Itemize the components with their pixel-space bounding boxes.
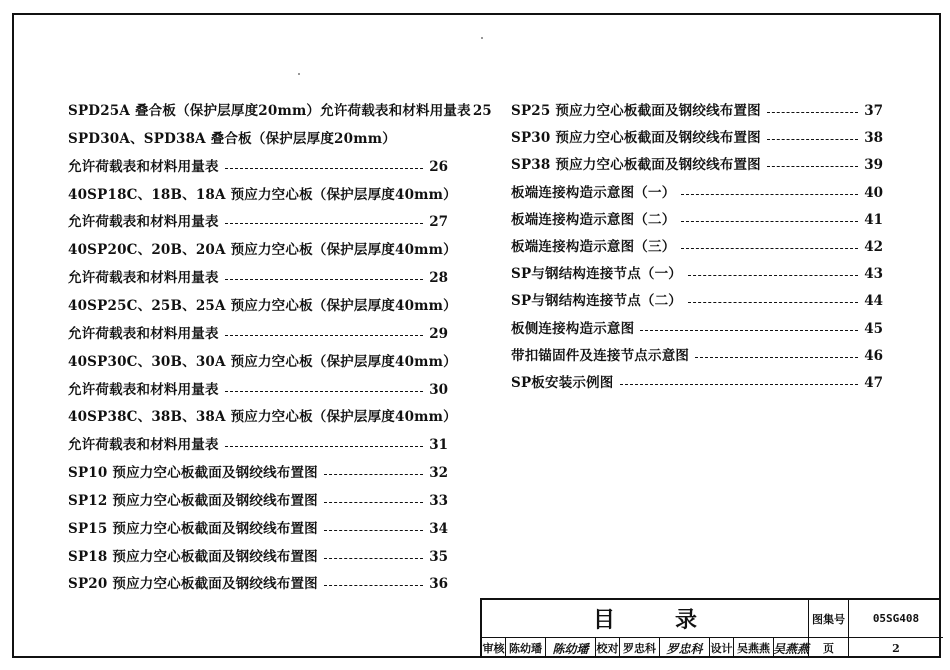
toc-entry: [68, 326, 448, 343]
toc-entry: [68, 437, 448, 454]
toc-page-number: 46: [864, 347, 883, 364]
toc-leader: [324, 502, 423, 503]
toc-entry-title: SP15 预应力空心板截面及钢绞线布置图: [68, 520, 318, 537]
toc-page-number: 27: [429, 214, 448, 231]
toc-entry: [68, 521, 448, 538]
toc-page-number: 44: [864, 293, 883, 310]
toc-entry-title: SP12 预应力空心板截面及钢绞线布置图: [68, 492, 318, 509]
toc-page-number: 35: [429, 548, 448, 565]
toc-page-number: 25: [472, 103, 492, 119]
toc-entry-title: 允许荷载表和材料用量表: [68, 381, 219, 398]
toc-leader: [225, 335, 424, 336]
toc-page-number: 45: [864, 320, 883, 337]
review-label: 审核: [482, 638, 506, 658]
toc-page-number: 47: [864, 375, 883, 391]
toc-leader: [681, 194, 858, 195]
toc-entry-title: 允许荷载表和材料用量表: [68, 437, 219, 454]
toc-entry-title: SP与钢结构连接节点（二）: [511, 293, 683, 310]
toc-entry-title: 40SP18C、18B、18A 预应力空心板（保护层厚度40mm）: [68, 186, 457, 203]
toc-entry-title: SP25 预应力空心板截面及钢绞线布置图: [511, 103, 761, 119]
toc-entry: [68, 131, 448, 148]
design-label: 设计: [710, 638, 734, 658]
toc-entry: [511, 239, 883, 256]
toc-entry: [511, 375, 883, 392]
toc-leader: [681, 221, 858, 222]
toc-leader: [767, 112, 858, 113]
toc-leader: [324, 585, 423, 586]
toc-leader: [695, 357, 858, 358]
toc-leader: [640, 330, 858, 331]
toc-entry: [68, 409, 457, 426]
toc-entry-title: 板端连接构造示意图（三）: [511, 239, 676, 255]
toc-entry-title: 允许荷载表和材料用量表: [68, 325, 219, 342]
toc-entry-title: 允许荷载表和材料用量表: [68, 270, 219, 287]
toc-entry-title: SP10 预应力空心板截面及钢绞线布置图: [68, 465, 318, 482]
checker-name: 罗忠科: [620, 638, 660, 658]
toc-entry: [68, 465, 448, 482]
toc-leader: [225, 446, 424, 447]
toc-entry: [68, 549, 448, 566]
toc-entry: [511, 157, 883, 174]
check-label: 校对: [596, 638, 620, 658]
toc-leader: [688, 302, 858, 303]
reviewer-signature: 陈幼璠: [546, 638, 596, 658]
toc-entry: [511, 103, 883, 120]
toc-page-number: 37: [864, 103, 883, 119]
toc-leader: [688, 275, 858, 276]
toc-leader: [225, 223, 424, 224]
toc-entry: [511, 321, 883, 338]
page-number: 2: [892, 641, 900, 655]
toc-leader: [681, 248, 858, 249]
toc-entry-title: 板侧连接构造示意图: [511, 320, 635, 337]
toc-leader: [767, 166, 858, 167]
toc-entry: [68, 576, 448, 593]
scan-speck: [298, 73, 300, 75]
toc-leader: [324, 474, 423, 475]
toc-entry-title: SPD25A 叠合板（保护层厚度20mm）允许荷载表和材料用量表: [68, 103, 471, 119]
toc-entry-title: 40SP20C、20B、20A 预应力空心板（保护层厚度40mm）: [68, 242, 457, 259]
toc-entry: [68, 242, 457, 259]
page-label: 页: [809, 638, 849, 658]
toc-page-number: 39: [864, 157, 883, 174]
title-block: [480, 598, 941, 658]
toc-entry: [68, 353, 457, 371]
toc-leader: [225, 391, 424, 392]
toc-page-number: 40: [864, 184, 883, 201]
toc-entry: [68, 159, 448, 176]
toc-leader: [324, 558, 423, 559]
toc-entry: [68, 270, 448, 287]
toc-page-number: 28: [429, 270, 448, 287]
toc-entry-title: SP20 预应力空心板截面及钢绞线布置图: [68, 576, 318, 593]
toc-entry-title: 40SP38C、38B、38A 预应力空心板（保护层厚度40mm）: [68, 409, 457, 426]
toc-entry: [511, 266, 883, 283]
toc-page-number: 43: [864, 266, 883, 283]
toc-page-number: 38: [864, 130, 883, 147]
toc-entry-title: SP30 预应力空心板截面及钢绞线布置图: [511, 130, 761, 147]
atlas-number-label: 图集号: [809, 600, 849, 638]
toc-entry-title: 允许荷载表和材料用量表: [68, 214, 219, 231]
toc-leader: [225, 168, 424, 169]
toc-entry-title: 40SP30C、30B、30A 预应力空心板（保护层厚度40mm）: [68, 353, 457, 370]
toc-entry-title: 40SP25C、25B、25A 预应力空心板（保护层厚度40mm）: [68, 297, 457, 314]
checker-signature: 罗忠科: [660, 638, 710, 658]
toc-page-number: 32: [429, 465, 448, 482]
toc-entry-title: SP板安装示例图: [511, 375, 614, 391]
toc-page-number: 31: [429, 437, 448, 454]
toc-entry: [68, 297, 457, 315]
toc-entry-title: SP18 预应力空心板截面及钢绞线布置图: [68, 548, 318, 565]
toc-entry: [68, 382, 448, 399]
toc-leader: [767, 139, 858, 140]
designer-signature: 吴燕燕: [774, 638, 809, 658]
designer-name: 吴燕燕: [734, 638, 774, 658]
toc-page-number: 30: [429, 381, 448, 398]
scan-speck: [481, 37, 483, 39]
toc-entry-title: 带扣锚固件及连接节点示意图: [511, 347, 690, 364]
toc-entry: [511, 293, 883, 310]
toc-page-number: 26: [429, 158, 448, 175]
toc-entry: [511, 130, 883, 147]
toc-entry: [68, 493, 448, 510]
toc-leader: [225, 279, 424, 280]
toc-entry: [68, 186, 457, 204]
toc-page-number: 42: [864, 239, 883, 255]
toc-entry-title: SP38 预应力空心板截面及钢绞线布置图: [511, 157, 761, 174]
toc-leader: [324, 530, 423, 531]
toc-entry: [511, 348, 883, 365]
toc-entry-title: 板端连接构造示意图（二）: [511, 211, 676, 228]
toc-entry: [68, 214, 448, 231]
toc-leader: [620, 384, 859, 385]
toc-page-number: 33: [429, 492, 448, 509]
toc-page-number: 29: [429, 325, 448, 342]
toc-entry: [511, 212, 883, 229]
toc-entry-title: SPD30A、SPD38A 叠合板（保护层厚度20mm）: [68, 130, 396, 147]
toc-page-number: 34: [429, 520, 448, 537]
reviewer-name: 陈幼璠: [506, 638, 546, 658]
atlas-number: 05SG408: [849, 600, 943, 638]
toc-entry: [68, 103, 492, 120]
toc-entry-title: 允许荷载表和材料用量表: [68, 158, 219, 175]
toc-page-number: 41: [864, 211, 883, 228]
title-block-title: 目录: [482, 600, 809, 638]
toc-entry-title: SP与钢结构连接节点（一）: [511, 266, 683, 283]
toc-page-number: 36: [429, 576, 448, 593]
toc-entry: [511, 185, 883, 202]
toc-entry-title: 板端连接构造示意图（一）: [511, 184, 676, 201]
